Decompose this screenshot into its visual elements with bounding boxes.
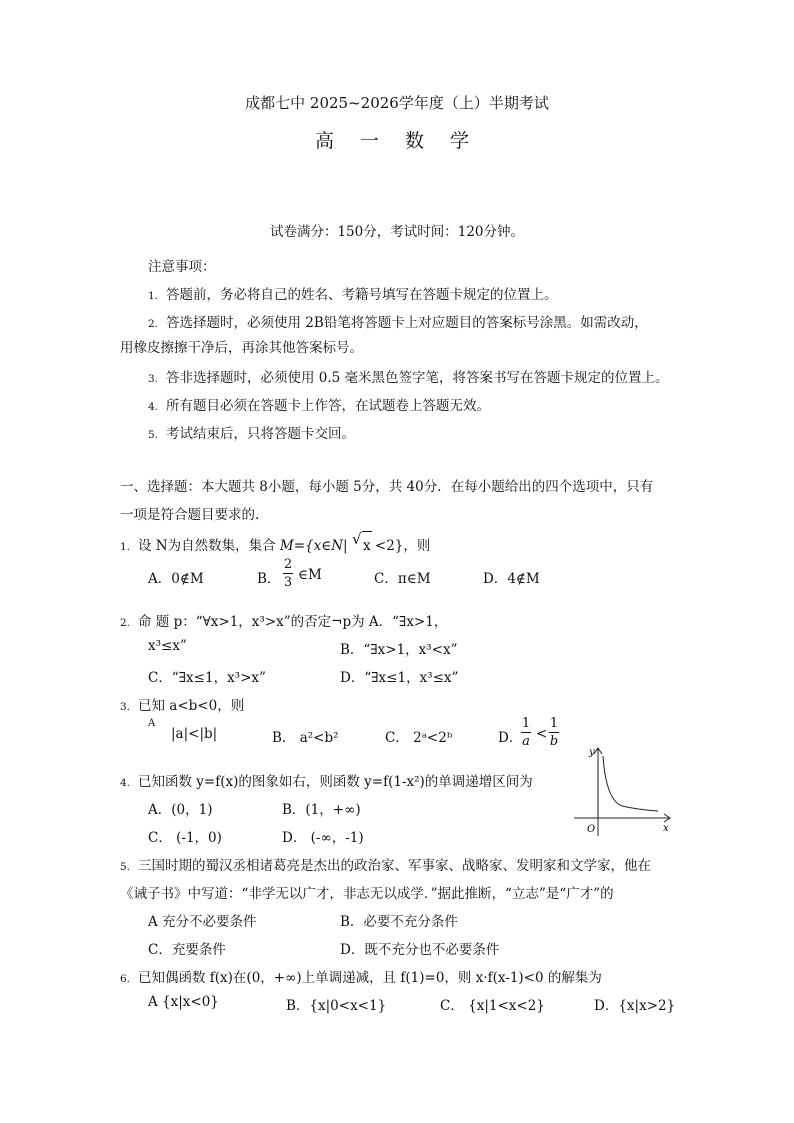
q3-option-b: B． a²<b² [272,730,339,746]
q5-stem-line2: 《诫子书》中写道：“非学无以广才，非志无以成学．”据此推断，“立志”是“广才”的 [120,886,614,902]
q5-stem-line1: 5. 三国时期的蜀汉丞相诸葛亮是杰出的政治家、军事家、战略家、发明家和文学家，他在 [120,858,651,874]
exam-info: 试卷满分：150分，考试时间：120分钟。 [269,224,525,240]
q5-option-d: D．既不充分也不必要条件 [340,942,500,958]
q1-option-a: A．0∉M [148,571,204,587]
q3-option-d-lt: < [536,726,548,742]
q5-option-a: A 充分不必要条件 [148,914,257,930]
q2-option-c: C．“∃x≤1，x³>x” [148,670,266,686]
section1-line2: 一项是符合题目要求的. [120,507,260,523]
sqrt-bar [362,531,372,532]
origin-label: O [587,824,596,835]
note-5: 5. 考试结束后，只将答题卡交回。 [148,426,355,442]
subject-title: 高 一 数 学 [314,130,480,152]
notes-heading: 注意事项： [148,259,216,275]
q6-option-d: D．{x|x>2} [594,998,676,1014]
q3-option-d-label: D． [498,730,523,746]
note-3: 3. 答非选择题时，必须使用 0.5 毫米黑色签字笔，将答案书写在答题卡规定的位置上。 [148,370,669,386]
q1-option-c: C．π∈M [374,571,431,587]
q1-stem: 1. 设 N为自然数集，集合 M={x∈N| [120,538,348,554]
q2-option-a-cont: x³≤x” [148,638,187,654]
note-1: 1. 答题前，务必将自己的姓名、考籍号填写在答题卡规定的位置上。 [148,287,558,303]
q3-stem: 3. 已知 a<b<0，则 [120,698,245,714]
function-graph [570,744,674,840]
note-2: 2. 答选择题时，必须使用 2B铅笔将答题卡上对应题目的答案标号涂黑。如需改动， [148,315,648,331]
q5-option-c: C．充要条件 [148,942,226,958]
q3-option-a: |a|<|b| [171,726,218,742]
q4-stem: 4. 已知函数 y=f(x)的图象如右，则函数 y=f(1-x²)的单调递增区间为 [120,774,533,790]
q4-option-d: D． (-∞，-1) [282,830,364,846]
q2-stem: 2. 命 题 p：“∀x>1，x³>x”的否定¬p为 A．“∃x>1， [120,614,448,630]
q2-option-b: B．“∃x>1，x³<x” [340,642,458,658]
q6-stem: 6. 已知偶函数 f(x)在(0，+∞)上单调递减，且 f(1)=0，则 x·f(x-1)<0 的解集为 [120,970,602,986]
note-4: 4. 所有题目必须在答题卡上作答，在试题卷上答题无效。 [148,398,490,414]
q6-option-c: C． {x|1<x<2} [440,998,545,1014]
q5-option-b: B．必要不充分条件 [340,914,458,930]
q3-option-d-fraction-1: 1 a [521,716,531,749]
q4-option-c: C． (-1，0) [148,830,222,846]
section1-line1: 一、选择题：本大题共 8小题，每小题 5分，共 40分．在每小题给出的四个选项中，只有 [120,479,654,495]
q6-option-b: B．{x|0<x<1} [286,998,387,1014]
exam-title: 成都七中 2025~2026学年度（上）半期考试 [245,94,549,112]
y-axis-label: y [589,747,595,758]
q3-option-d-fraction-2: 1 b [549,716,559,749]
x-axis-label: x [663,823,669,834]
q1-stem-end: x <2}，则 [363,538,431,554]
sqrt-icon: √ [352,530,362,548]
q1-option-b: ∈M [298,567,322,583]
note-2-cont: 用橡皮擦擦干净后，再涂其他答案标号。 [120,340,363,356]
q3-option-c: C． 2ᵃ<2ᵇ [385,730,453,746]
q3-option-a-label: A [148,718,156,729]
q6-option-a: A {x|x<0} [148,994,219,1010]
q1-option-b-label: B． [257,571,281,587]
q4-option-a: A．(0，1) [148,802,213,818]
q1-option-b-fraction: 2 3 [283,557,293,590]
q2-option-d: D．“∃x≤1，x³≤x” [340,670,459,686]
q1-option-d: D．4∉M [483,571,540,587]
q4-option-b: B．(1，+∞) [282,802,361,818]
function-curve [603,756,658,811]
